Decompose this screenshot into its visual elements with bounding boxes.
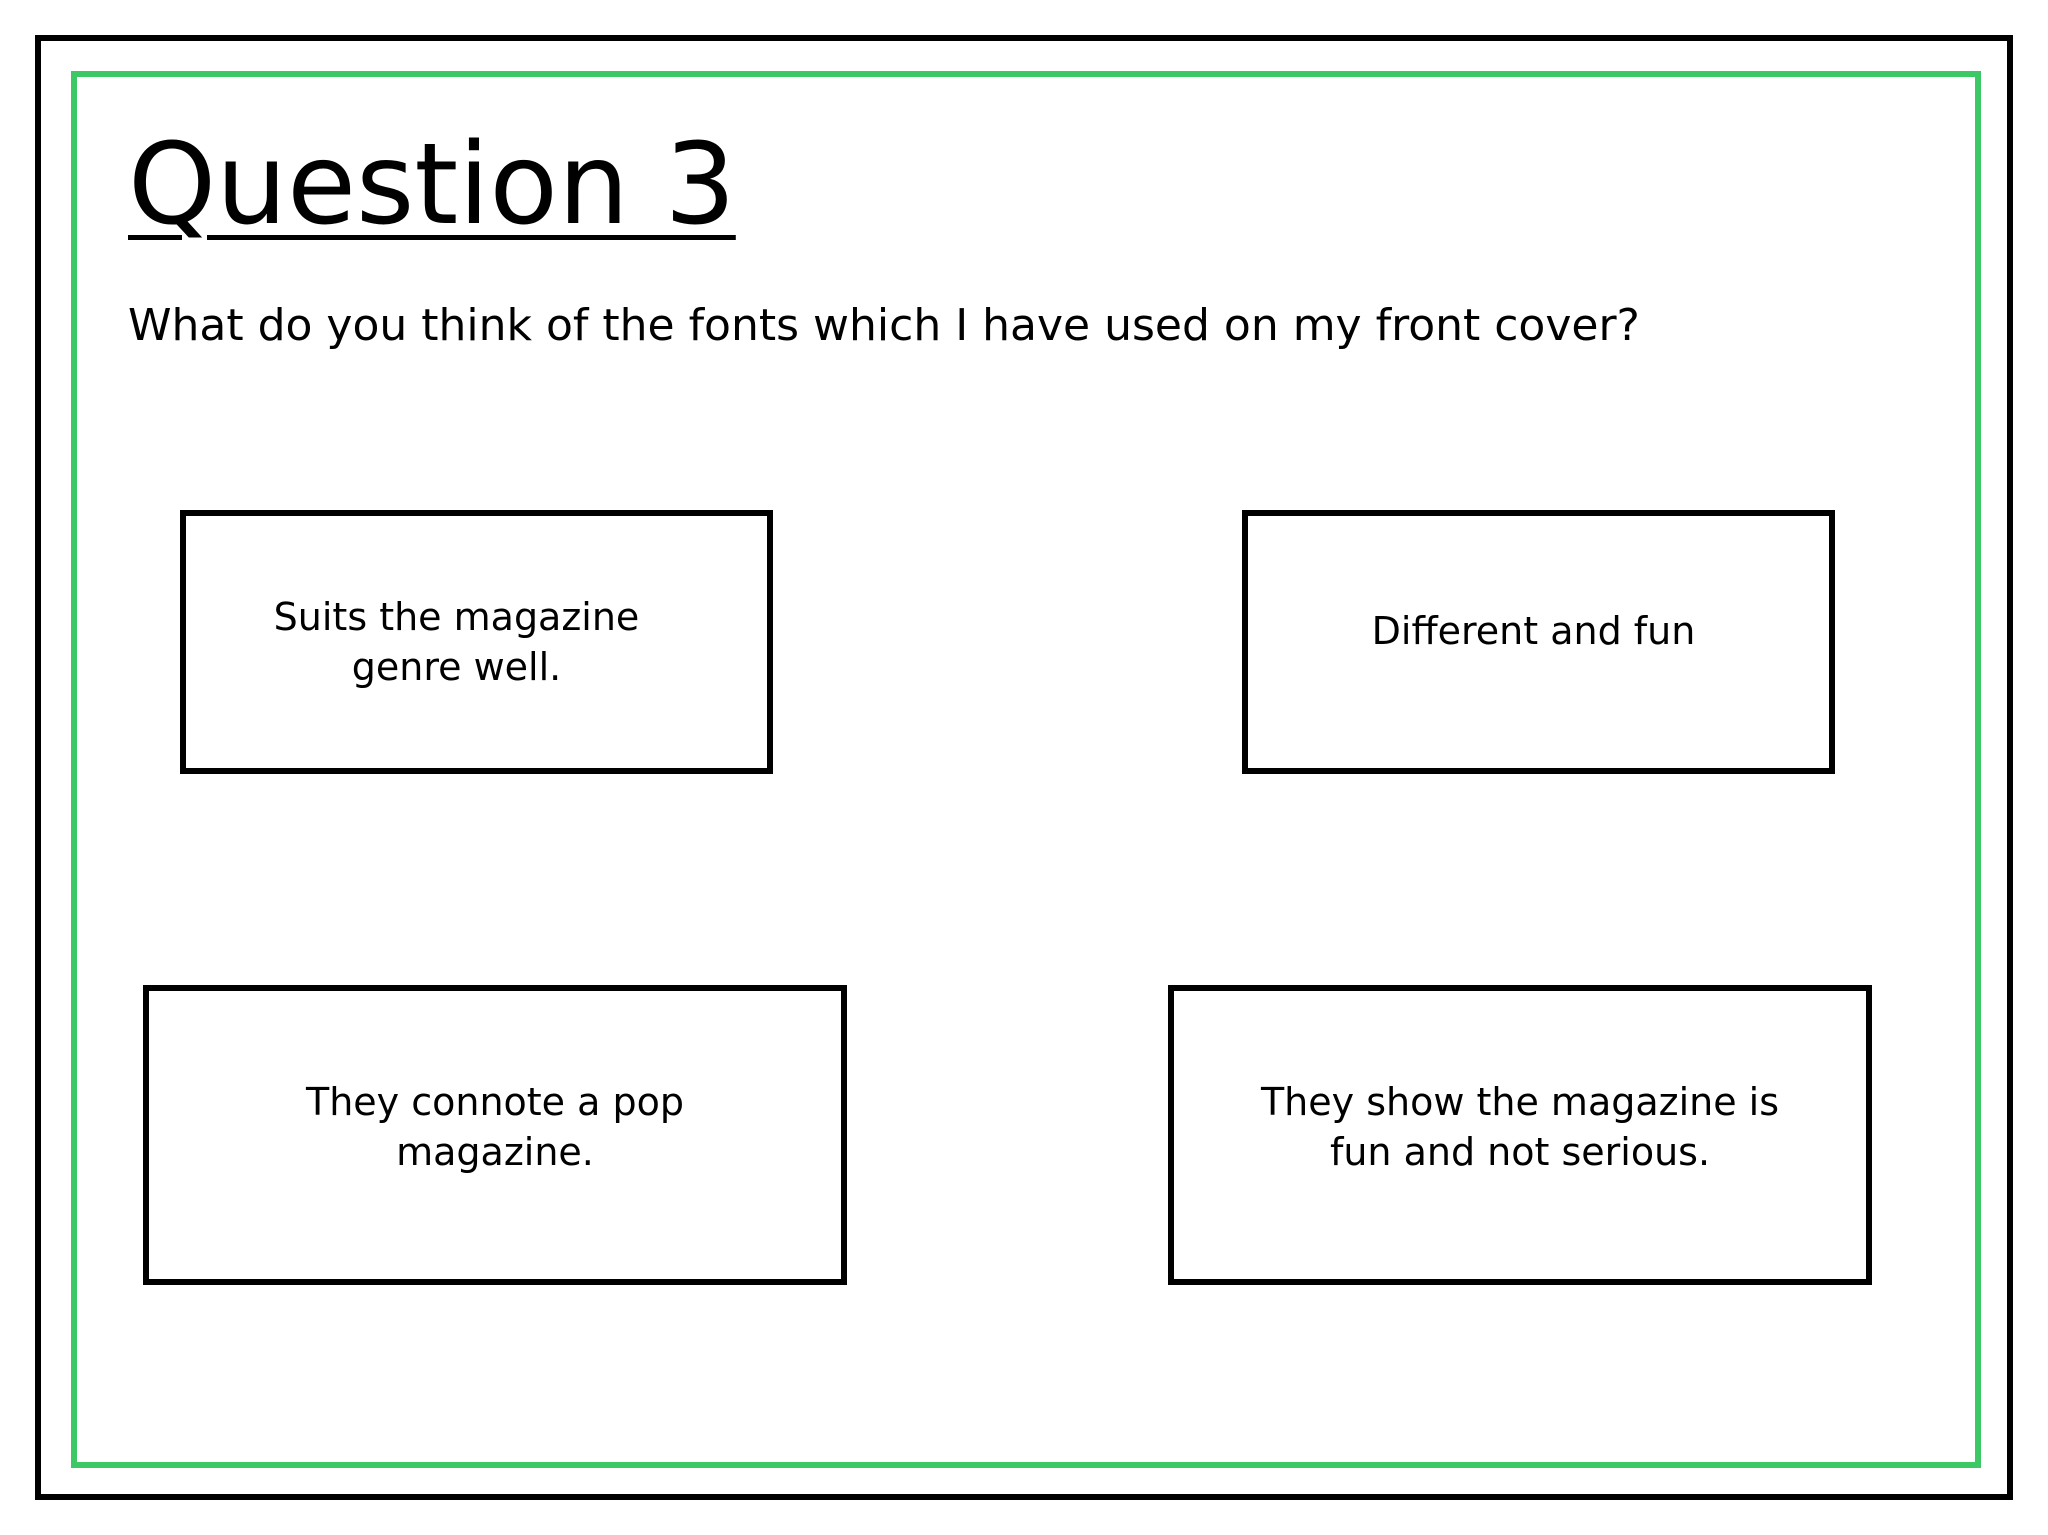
answer-box-1 [180,510,773,774]
question-text: What do you think of the fonts which I have used on my front cover? [128,300,1640,351]
answer-box-3 [143,985,847,1285]
answer-text-1: Suits the magazine genre well. [273,595,640,689]
answer-box-2 [1242,510,1835,774]
answer-text-4: They show the magazine is fun and not serious. [1260,1080,1780,1174]
answer-text-3: They connote a pop magazine. [305,1080,684,1174]
slide-title: Question 3 [128,120,736,250]
answer-box-4 [1168,985,1872,1285]
answer-text-2: Different and fun [1371,609,1696,653]
